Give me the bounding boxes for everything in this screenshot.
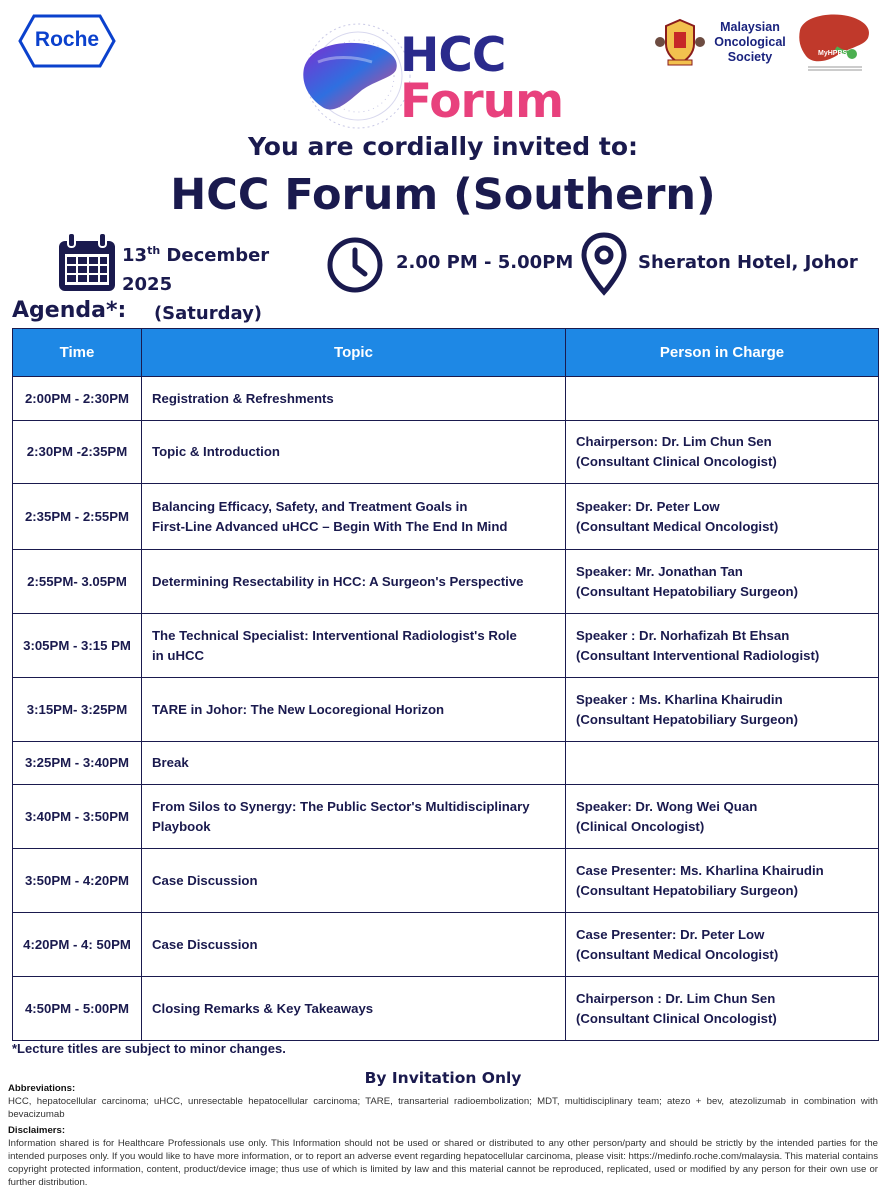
hcc-logo-line2: Forum [400,74,564,129]
agenda-row [13,678,879,742]
agenda-topic [142,550,566,614]
event-date-suffix: th [147,244,161,257]
agenda-time: 2:00PM - 2:30PM [13,377,142,421]
invitation-line: You are cordially invited to: [247,132,638,161]
mos-name-line2: Oncological [714,35,786,49]
agenda-time: 2:35PM - 2:55PM [13,484,142,550]
agenda-person-line: Speaker: Dr. Wong Wei Quan [576,798,758,814]
agenda-row [13,421,879,484]
agenda-topic-line: in uHCC [152,647,205,663]
hpb-society-label: MyHPBS [818,50,848,57]
agenda-topic [142,977,566,1041]
abbreviations-text: HCC, hepatocellular carcinoma; uHCC, unresectable hepatocellular carcinoma; TARE, transarterial radioembolization; MDT, multidisciplinary team; atezo + bev, atezolizumab in combination with bevacizumab [8,1096,878,1120]
hpb-society-logo [796,8,874,74]
agenda-time: 3:25PM - 3:40PM [13,742,142,785]
agenda-heading: Agenda*: [12,298,127,323]
header-topic: Topic [142,329,566,377]
disclaimers-text: Information shared is for Healthcare Professionals use only. This Information should not be used or shared or distributed to any other person/party and should be strictly by the intended parties for the intended purposes only. If you would like to have more information, or to report an adverse event regarding hepatocellular carcinoma, please visit: https://medinfo.roche.com/malaysia. This material contains copyright protected information, content, product/device image; thus use of which is limited by law and this material cannot be reproduced, replicated, used or modified by any person for their own use or further distribution. [8,1138,878,1188]
agenda-time: 4:20PM - 4: 50PM [13,913,142,977]
agenda-row [13,785,879,849]
agenda-time: 2:55PM- 3.05PM [13,550,142,614]
agenda-person-line: Speaker : Dr. Norhafizah Bt Ehsan [576,627,790,643]
agenda-time: 3:50PM - 4:20PM [13,849,142,913]
agenda-row [13,377,879,421]
agenda-person [566,550,879,614]
agenda-person-line: (Consultant Clinical Oncologist) [576,454,777,469]
agenda-person-line: (Consultant Hepatobiliary Surgeon) [576,882,798,898]
agenda-topic-line: Topic & Introduction [152,444,280,459]
agenda-person-line: Case Presenter: Dr. Peter Low [576,926,765,942]
agenda-time: 3:15PM- 3:25PM [13,678,142,742]
agenda-person-line: (Consultant Hepatobiliary Surgeon) [576,583,798,599]
agenda-topic [142,484,566,550]
agenda-topic [142,421,566,484]
agenda-person-line: (Consultant Hepatobiliary Surgeon) [576,711,798,727]
agenda-row [13,614,879,678]
agenda-person [566,849,879,913]
agenda-time: 3:05PM - 3:15 PM [13,614,142,678]
disclaimers [8,1124,878,1189]
roche-logo [18,14,116,68]
event-date-month: December 2025 [122,245,270,295]
event-weekday: (Saturday) [153,303,263,324]
agenda-topic-line: Case Discussion [152,936,258,952]
agenda-topic-line: From Silos to Synergy: The Public Sector's Multidisciplinary [152,798,530,814]
location-pin-icon [580,232,628,301]
agenda-topic [142,678,566,742]
agenda-topic [142,785,566,849]
agenda-topic-line: The Technical Specialist: Interventional Radiologist's Role [152,627,517,643]
event-date [122,236,312,328]
abbreviations-heading: Abbreviations: [8,1083,76,1094]
agenda-topic-line: Break [152,755,189,770]
agenda-topic-line: Determining Resectability in HCC: A Surgeon's Perspective [152,573,524,589]
agenda-time: 2:30PM -2:35PM [13,421,142,484]
agenda-person [566,785,879,849]
agenda-person-line: Speaker: Mr. Jonathan Tan [576,563,743,579]
agenda-topic-line: Closing Remarks & Key Takeaways [152,1000,374,1016]
lecture-note: *Lecture titles are subject to minor changes. [12,1041,286,1056]
agenda-person [566,977,879,1041]
agenda-header-row [13,329,879,377]
agenda-person-line: Chairperson : Dr. Lim Chun Sen [576,990,776,1006]
header-time: Time [13,329,142,377]
agenda-row [13,742,879,785]
hcc-forum-logo [296,18,586,136]
agenda-person [566,742,879,785]
event-date-day: 13 [122,245,148,266]
agenda-person-line: Speaker : Ms. Kharlina Khairudin [576,691,783,707]
agenda-topic-line: Registration & Refreshments [152,390,334,406]
agenda-person-line: Chairperson: Dr. Lim Chun Sen [576,434,772,449]
agenda-person-line: Speaker: Dr. Peter Low [576,498,720,514]
agenda-person [566,484,879,550]
agenda-person-line: (Consultant Medical Oncologist) [576,518,779,534]
agenda-person-line: Case Presenter: Ms. Kharlina Khairudin [576,862,824,878]
agenda-person [566,614,879,678]
agenda-time: 4:50PM - 5:00PM [13,977,142,1041]
agenda-person-line: (Consultant Medical Oncologist) [576,946,779,962]
agenda-topic [142,913,566,977]
mos-name-line3: Society [727,50,773,64]
mos-name [710,20,790,65]
agenda-topic [142,742,566,785]
agenda-row [13,913,879,977]
invitation-only: By Invitation Only [364,1069,522,1087]
event-time: 2.00 PM - 5.00PM [396,252,574,273]
agenda-person [566,421,879,484]
agenda-person-line: (Consultant Clinical Oncologist) [576,1010,777,1026]
disclaimers-heading: Disclaimers: [8,1125,66,1136]
agenda-person [566,377,879,421]
agenda-topic-line: Balancing Efficacy, Safety, and Treatment Goals in [152,498,468,514]
header-person: Person in Charge [566,329,879,377]
mos-name-line1: Malaysian [720,20,780,34]
mos-crest-icon [654,16,706,68]
agenda-topic-line: First-Line Advanced uHCC – Begin With The End In Mind [152,518,508,534]
event-title: HCC Forum (Southern) [170,170,716,220]
hcc-logo-line1: HCC [400,28,506,83]
event-venue: Sheraton Hotel, Johor [638,252,858,273]
agenda-table [12,328,879,1041]
agenda-row [13,550,879,614]
agenda-body [13,377,879,1041]
agenda-topic-line: Playbook [152,818,211,834]
agenda-topic [142,377,566,421]
abbreviations [8,1082,878,1121]
agenda-topic-line: Case Discussion [152,872,258,888]
agenda-person [566,678,879,742]
agenda-person-line: (Consultant Interventional Radiologist) [576,647,820,663]
agenda-person-line: (Clinical Oncologist) [576,818,705,834]
roche-logo-text: Roche [34,28,100,51]
agenda-person [566,913,879,977]
agenda-topic-line: TARE in Johor: The New Locoregional Horizon [152,701,445,717]
mos-logo [654,16,788,68]
agenda-topic [142,849,566,913]
agenda-row [13,977,879,1041]
agenda-time: 3:40PM - 3:50PM [13,785,142,849]
agenda-row [13,849,879,913]
agenda-row [13,484,879,550]
agenda-topic [142,614,566,678]
clock-icon [326,236,384,299]
calendar-icon [56,232,118,299]
